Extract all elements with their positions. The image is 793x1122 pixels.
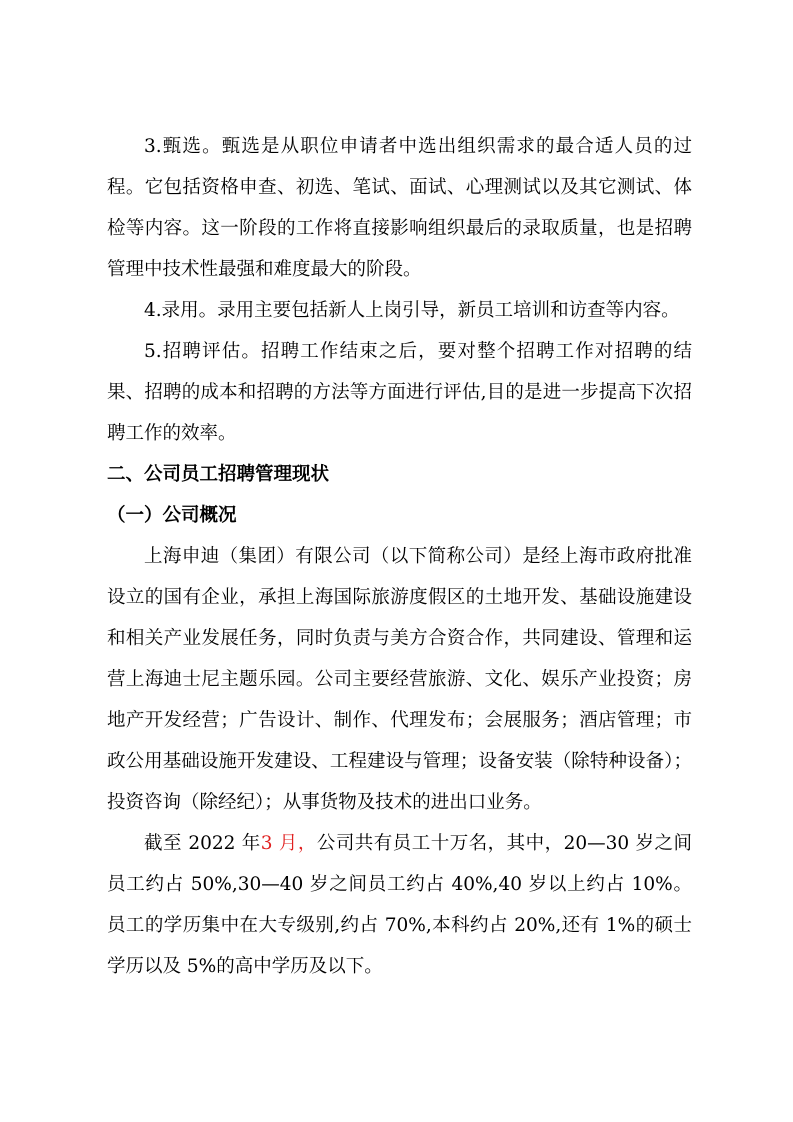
- paragraph-company-overview: 上海申迪（集团）有限公司（以下简称公司）是经上海市政府批准设立的国有企业，承担上海国际旅游度假区的土地开发、基础设施建设和相关产业发展任务，同时负责与美方合资合作，共同建设、管理和运营上海迪士尼主题乐园。公司主要经营旅游、文化、娱乐产业投资；房地产开发经营；广告设计、制作、代理发布；会展服务；酒店管理；市政公用基础设施开发建设、工程建设与管理；设备安装（除特种设备）；投资咨询（除经纪）；从事货物及技术的进出口业务。: [107, 546, 692, 813]
- paragraph-staff-statistics: [107, 823, 692, 987]
- stats-text-start: 截至 2022 年: [144, 833, 261, 854]
- paragraph-evaluation: 5.招聘评估。招聘工作结束之后，要对整个招聘工作对招聘的结果、招聘的成本和招聘的方法等方面进行评估,目的是进一步提高下次招聘工作的效率。: [107, 341, 692, 444]
- stats-text-rest: 公司共有员工十万名，其中，20—30 岁之间员工约占 50%,30—40 岁之间员工约占 40%,40 岁以上约占 10%。员工的学历集中在大专级别,约占 70%,本科约占 20%,还有 1%的硕士学历以及 5%的高中学历及以下。: [107, 833, 692, 977]
- paragraph-hiring: 4.录用。录用主要包括新人上岗引导，新员工培训和访查等内容。: [144, 300, 680, 321]
- highlighted-month: 3 月，: [260, 833, 317, 854]
- document-body: [107, 126, 692, 987]
- paragraph-screening: 3.甄选。甄选是从职位申请者中选出组织需求的最合适人员的过程。它包括资格申查、初选、笔试、面试、心理测试以及其它测试、体检等内容。这一阶段的工作将直接影响组织最后的录取质量，也是招聘管理中技术性最强和难度最大的阶段。: [107, 136, 692, 280]
- section-heading: 二、公司员工招聘管理现状: [107, 464, 330, 485]
- subsection-heading: （一）公司概况: [107, 505, 237, 526]
